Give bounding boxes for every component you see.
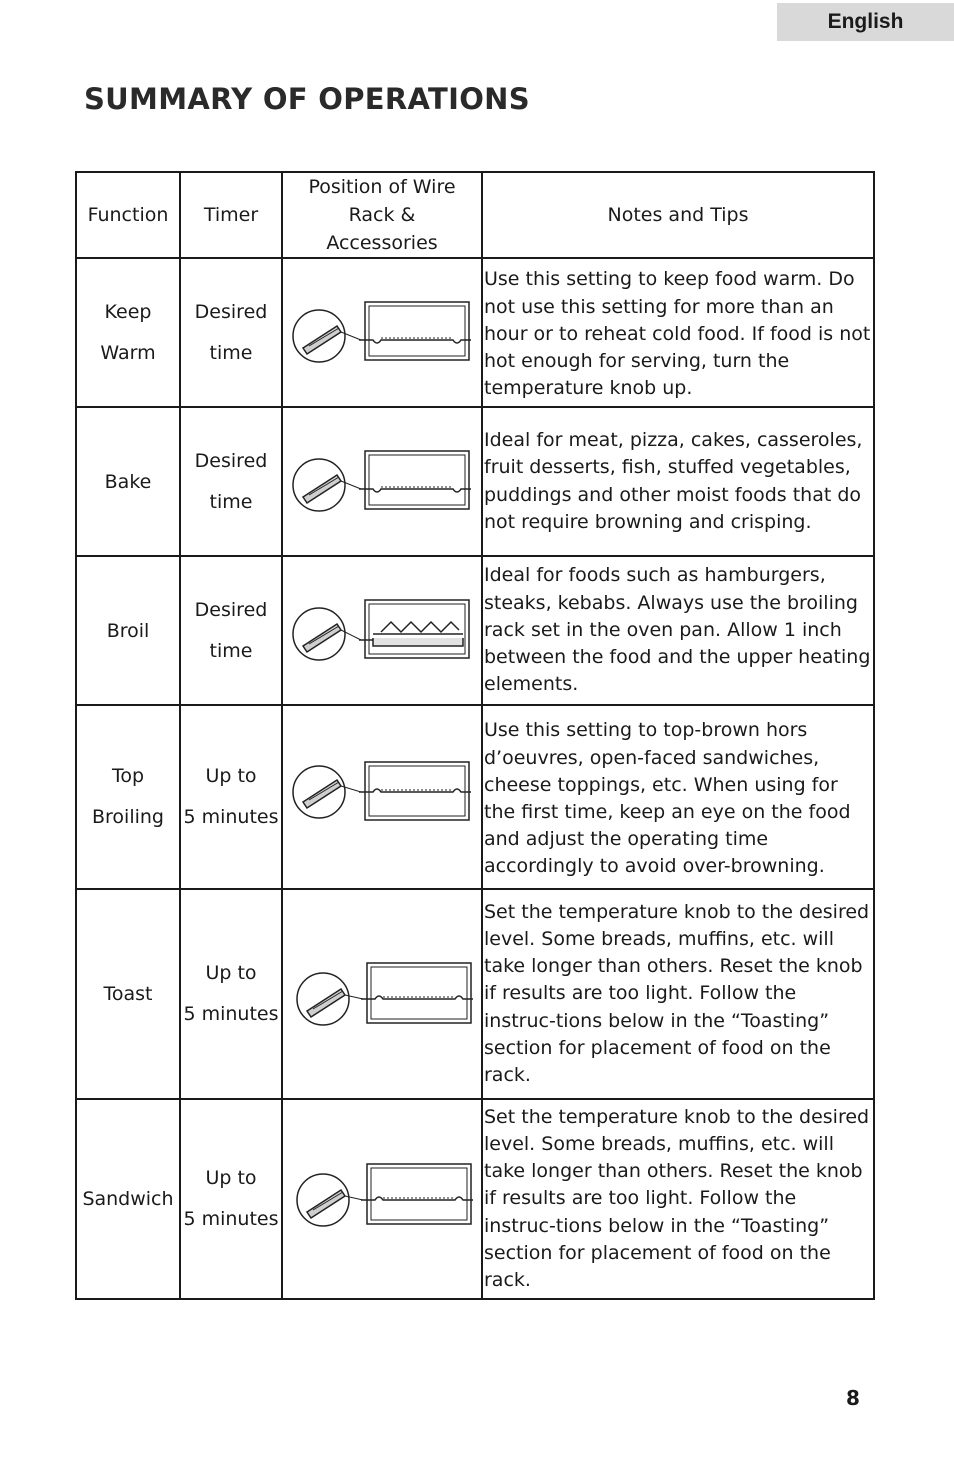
function-cell — [76, 889, 180, 1099]
function-label-line: Warm — [100, 341, 156, 364]
column-header-function: Function — [76, 172, 180, 258]
position-cell — [282, 556, 482, 705]
operations-table — [75, 171, 875, 1300]
function-label-line: Bake — [104, 470, 152, 493]
function-label-line: Keep — [104, 300, 152, 323]
position-cell — [282, 407, 482, 556]
timer-label-line: time — [209, 341, 253, 364]
column-header-position: Position of Wire Rack & Accessories — [282, 172, 482, 258]
timer-label-line: Desired — [194, 598, 268, 621]
notes-cell: Set the temperature knob to the desired level. Some breads, muffins, etc. will take longer than others. Reset the knob if results are too light. Follow the instruc-tions below in the “Toasting” section for placement of food on the rack. — [482, 889, 874, 1099]
function-label-line: Top — [111, 765, 145, 787]
timer-label-line: Desired — [194, 300, 268, 323]
notes-cell: Use this setting to top-brown hors d’oeuvres, open-faced sandwiches, cheese toppings, etc. When using for the first time, keep an eye on the food and adjust the operating time accordingly to avoid over-browning. — [482, 705, 874, 889]
table-row — [76, 889, 874, 1099]
table-row — [76, 556, 874, 705]
column-header-timer: Timer — [180, 172, 282, 258]
position-cell — [282, 889, 482, 1099]
function-cell — [76, 1099, 180, 1299]
table-row — [76, 705, 874, 889]
wire-rack-position-icon — [289, 437, 475, 527]
page-title: SUMMARY OF OPERATIONS — [84, 82, 530, 116]
function-cell — [76, 407, 180, 556]
notes-cell: Ideal for meat, pizza, cakes, casseroles, fruit desserts, fish, stuffed vegetables, puddings and other moist foods that do not require browning and crisping. — [482, 407, 874, 556]
timer-label-line: time — [209, 639, 253, 662]
function-label-line: Sandwich — [82, 1188, 174, 1210]
timer-label-line: time — [209, 490, 253, 513]
timer-label-line: Up to — [205, 1167, 257, 1189]
wire-rack-position-icon — [289, 288, 475, 378]
wire-rack-position-icon — [289, 1154, 475, 1244]
timer-label-line: Up to — [205, 765, 257, 787]
position-cell — [282, 705, 482, 889]
table-row — [76, 258, 874, 407]
language-tab: English — [777, 3, 954, 41]
notes-cell: Set the temperature knob to the desired level. Some breads, muffins, etc. will take longer than others. Reset the knob if results are too light. Follow the instruc-tions below in the “Toasting” section for placement of food on the rack. — [482, 1099, 874, 1299]
column-header-notes: Notes and Tips — [482, 172, 874, 258]
table-header-row — [76, 172, 874, 258]
timer-label-line: Up to — [205, 962, 257, 984]
position-cell — [282, 258, 482, 407]
timer-cell — [180, 556, 282, 705]
notes-cell: Ideal for foods such as hamburgers, steaks, kebabs. Always use the broiling rack set in the oven pan. Allow 1 inch between the food and the upper heating elements. — [482, 556, 874, 705]
wire-rack-position-icon — [289, 752, 475, 842]
timer-cell — [180, 705, 282, 889]
timer-cell — [180, 1099, 282, 1299]
table-row — [76, 1099, 874, 1299]
function-label-line: Toast — [103, 983, 153, 1005]
wire-rack-position-icon — [289, 949, 475, 1039]
function-cell — [76, 705, 180, 889]
timer-label-line: Desired — [194, 449, 268, 472]
position-cell — [282, 1099, 482, 1299]
function-cell — [76, 556, 180, 705]
broil-rack-pan-icon — [289, 586, 475, 676]
function-label-line: Broiling — [92, 806, 164, 828]
table-row — [76, 407, 874, 556]
function-cell — [76, 258, 180, 407]
function-label-line: Broil — [106, 619, 150, 642]
timer-label-line: 5 minutes — [183, 806, 279, 828]
timer-cell — [180, 258, 282, 407]
timer-label-line: 5 minutes — [183, 1003, 279, 1025]
timer-label-line: 5 minutes — [183, 1208, 279, 1230]
timer-cell — [180, 407, 282, 556]
notes-cell: Use this setting to keep food warm. Do not use this setting for more than an hour or to reheat cold food. If food is not hot enough for serving, turn the temperature knob up. — [482, 258, 874, 407]
page-number: 8 — [846, 1386, 860, 1410]
timer-cell — [180, 889, 282, 1099]
